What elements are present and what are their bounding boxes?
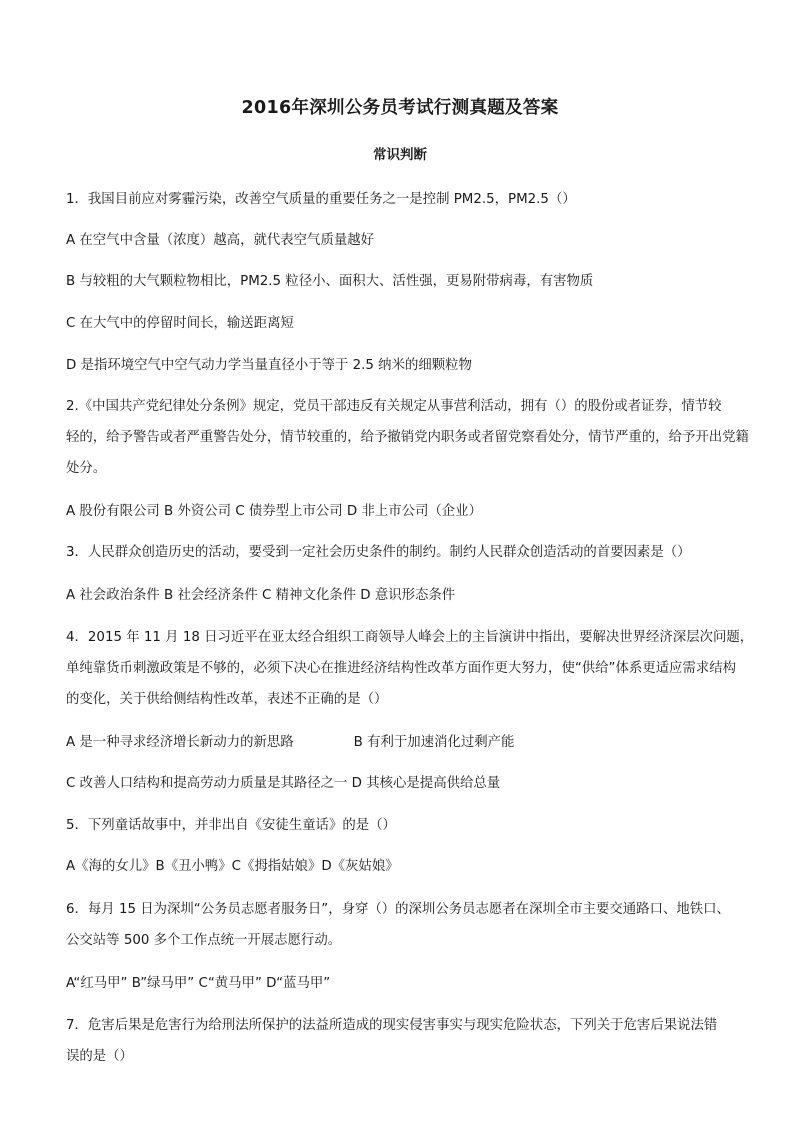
options-6: A“红马甲” B”绿马甲” C“黄马甲” D“蓝马甲” (66, 976, 331, 991)
options-4-row-1 (66, 733, 756, 753)
option-1b: B 与较粗的大气颗粒物相比，PM2.5 粒径小、面积大、活性强，更易附带病毒，有害物质 (66, 274, 594, 289)
section-heading: 常识判断 (373, 147, 427, 163)
question-3: 3．人民群众创造历史的活动，要受到一定社会历史条件的制约。制约人民群众创造活动的首要因素是（） (66, 545, 691, 560)
options-5: A《海的女儿》B《丑小鸭》C《拇指姑娘》D《灰姑娘》 (66, 859, 399, 874)
option-1a: A 在空气中含量（浓度）越高，就代表空气质量越好 (66, 233, 375, 248)
question-4-line-3: 的变化，关于供给侧结构性改革，表述不正确的是（） (66, 692, 388, 707)
options-3: A 社会政治条件 B 社会经济条件 C 精神文化条件 D 意识形态条件 (66, 588, 456, 603)
question-1: 1．我国目前应对雾霾污染，改善空气质量的重要任务之一是控制 PM2.5，PM2.5（） (66, 192, 576, 207)
question-7-line-2: 误的是（） (66, 1049, 133, 1064)
option-1d: D 是指环境空气中空气动力学当量直径小于等于 2.5 纳米的细颗粒物 (66, 358, 472, 373)
question-7-line-1: 7．危害后果是危害行为给刑法所保护的法益所造成的现实侵害事实与现实危险状态，下列关于危害后果说法错 (66, 1018, 718, 1033)
options-4-row-2: C 改善人口结构和提高劳动力质量是其路径之一 D 其核心是提高供给总量 (66, 776, 501, 791)
option-4b: B 有利于加速消化过剩产能 (353, 735, 515, 750)
question-2-line-1: 2.《中国共产党纪律处分条例》规定，党员干部违反有关规定从事营利活动，拥有（）的股份或者证券，情节较 (66, 399, 722, 414)
question-6-line-1: 6．每月 15 日为深圳“公务员志愿者服务日”，身穿（）的深圳公务员志愿者在深圳全市主要交通路口、地铁口、 (66, 902, 730, 917)
question-4-line-2: 单纯靠货币刺激政策是不够的，必须下决心在推进经济结构性改革方面作更大努力，使“供给”体系更适应需求结构 (66, 661, 737, 676)
question-6-line-2: 公交站等 500 多个工作点统一开展志愿行动。 (66, 933, 342, 948)
question-2-line-2: 轻的，给予警告或者严重警告处分，情节较重的，给予撤销党内职务或者留党察看处分，情节严重的，给予开出党籍 (66, 430, 749, 445)
question-2-line-3: 处分。 (66, 461, 107, 476)
options-2: A 股份有限公司 B 外资公司 C 债券型上市公司 D 非上市公司（企业） (66, 504, 482, 519)
document-title: 2016年深圳公务员考试行测真题及答案 (241, 98, 559, 118)
question-5: 5．下列童话故事中，并非出自《安徒生童话》的是（） (66, 818, 396, 833)
option-4a: A 是一种寻求经济增长新动力的新思路 (66, 735, 294, 750)
question-4-line-1: 4．2015 年 11 月 18 日习近平在亚太经合组织工商领导人峰会上的主旨演讲中指出，要解决世界经济深层次问题， (66, 630, 754, 645)
option-1c: C 在大气中的停留时间长，输送距离短 (66, 316, 294, 331)
